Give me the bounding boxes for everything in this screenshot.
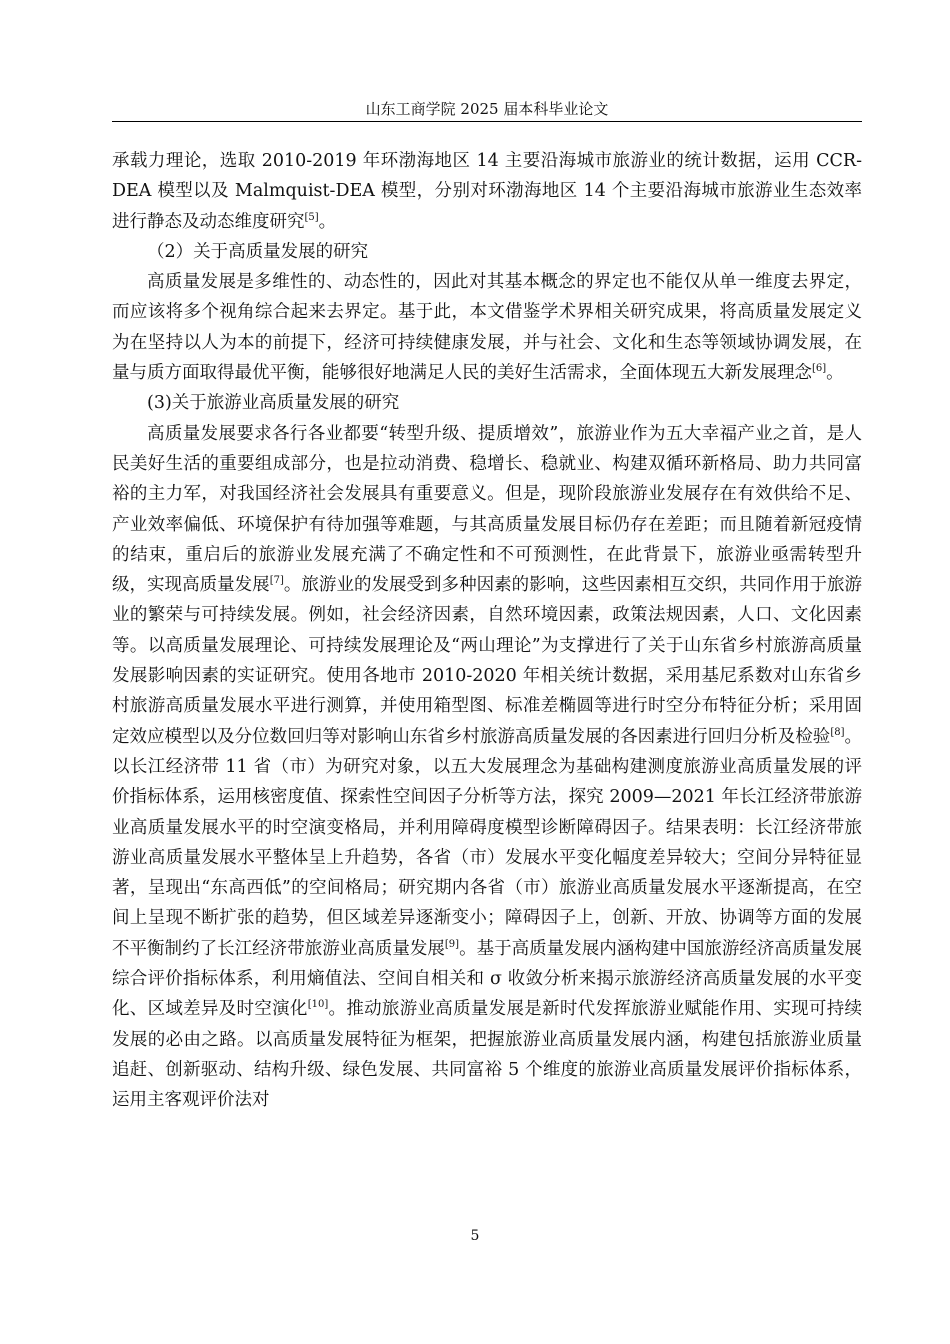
paragraph-end: 。 [318,211,337,232]
citation-ref: [5] [304,211,319,223]
header-divider [112,121,862,122]
paragraph-text: 。基于高质量发展内涵构建中国旅游经济高质量发展综合评价指标体系，利用熵值法、空间自相关和 σ 收敛分析来揭示旅游经济高质量发展的水平变化、区域差异及时空演化 [112,938,862,1020]
citation-ref: [10] [307,999,329,1011]
citation-ref: [9] [444,938,460,950]
paragraph-text: 。推动旅游业高质量发展是新时代发挥旅游业赋能作用、实现可持续发展的必由之路。以高质量发展特征为框架，把握旅游业高质量发展内涵，构建包括旅游业质量追赶、创新驱动、结构升级、绿色发展、共同富裕 5 个维度的旅游业高质量发展评价指标体系，运用主客观评价法对 [112,999,863,1111]
page-number: 5 [470,1228,480,1244]
paragraph-tourism-development [112,419,862,1116]
paragraph-text: 。以长江经济带 11 省（市）为研究对象，以五大发展理念为基础构建测度旅游业高质量发展的评价指标体系，运用核密度值、探索性空间因子分析等方法，探究 2009—2021 年长江经济带旅游业高质量发展水平的时空演变格局，并利用障碍度模型诊断障碍因子。结果表明：长江经济带旅游业高质量发展水平整体呈上升趋势，各省（市）发展水平变化幅度差异较大；空间分异特征显著，呈现出“东高西低”的空间格局；研究期内各省（市）旅游业高质量发展水平逐渐提高，在空间上呈现不断扩张的趋势，但区域差异逐渐变小；障碍因子上，创新、开放、协调等方面的发展不平衡制约了长江经济带旅游业高质量发展 [112,726,863,959]
body-text [112,146,862,1116]
paragraph-continuation [112,146,862,237]
citation-ref: [6] [812,363,827,375]
citation-ref: [8] [830,726,845,738]
paragraph-end: 。 [826,363,844,384]
paragraph-text: 高质量发展要求各行各业都要“转型升级、提质增效”，旅游业作为五大幸福产业之首，是人民美好生活的重要组成部分，也是拉动消费、稳增长、稳就业、构建双循环新格局、助力共同富裕的主力军，对我国经济社会发展具有重要意义。但是，现阶段旅游业发展存在有效供给不足、产业效率偏低、环境保护有待加强等难题，与其高质量发展目标仍存在差距；而且随着新冠疫情的结束，重启后的旅游业发展充满了不确定性和不可预测性，在此背景下，旅游业亟需转型升级，实现高质量发展 [112,423,862,596]
paragraph-text: 承载力理论，选取 2010-2019 年环渤海地区 14 主要沿海城市旅游业的统计数据，运用 CCR-DEA 模型以及 Malmquist-DEA 模型，分别对环渤海地区 14 个主要沿海城市旅游业生态效率进行静态及动态维度研究 [112,151,862,232]
paragraph-high-quality-development [112,267,862,388]
paragraph-text: 。旅游业的发展受到多种因素的影响，这些因素相互交织，共同作用于旅游业的繁荣与可持续发展。例如，社会经济因素，自然环境因素，政策法规因素，人口、文化因素等。以高质量发展理论、可持续发展理论及“两山理论”为支撑进行了关于山东省乡村旅游高质量发展影响因素的实证研究。使用各地市 2010-2020 年相关统计数据，采用基尼系数对山东省乡村旅游高质量发展水平进行测算，并使用箱型图、标准差椭圆等进行时空分布特征分析；采用固定效应模型以及分位数回归等对影响山东省乡村旅游高质量发展的各因素进行回归分析及检验 [112,575,863,747]
paragraph-text: 高质量发展是多维性的、动态性的，因此对其基本概念的界定也不能仅从单一维度去界定，而应该将多个视角综合起来去界定。基于此，本文借鉴学术界相关研究成果，将高质量发展定义为在坚持以人为本的前提下，经济可持续健康发展，并与社会、文化和生态等领域协调发展，在量与质方面取得最优平衡，能够很好地满足人民的美好生活需求，全面体现五大新发展理念 [112,272,862,384]
section-heading-2: （2）关于高质量发展的研究 [147,241,369,262]
running-header: 山东工商学院 2025 届本科毕业论文 [365,100,609,118]
section-heading-3: (3)关于旅游业高质量发展的研究 [147,393,400,414]
citation-ref: [7] [269,575,284,587]
